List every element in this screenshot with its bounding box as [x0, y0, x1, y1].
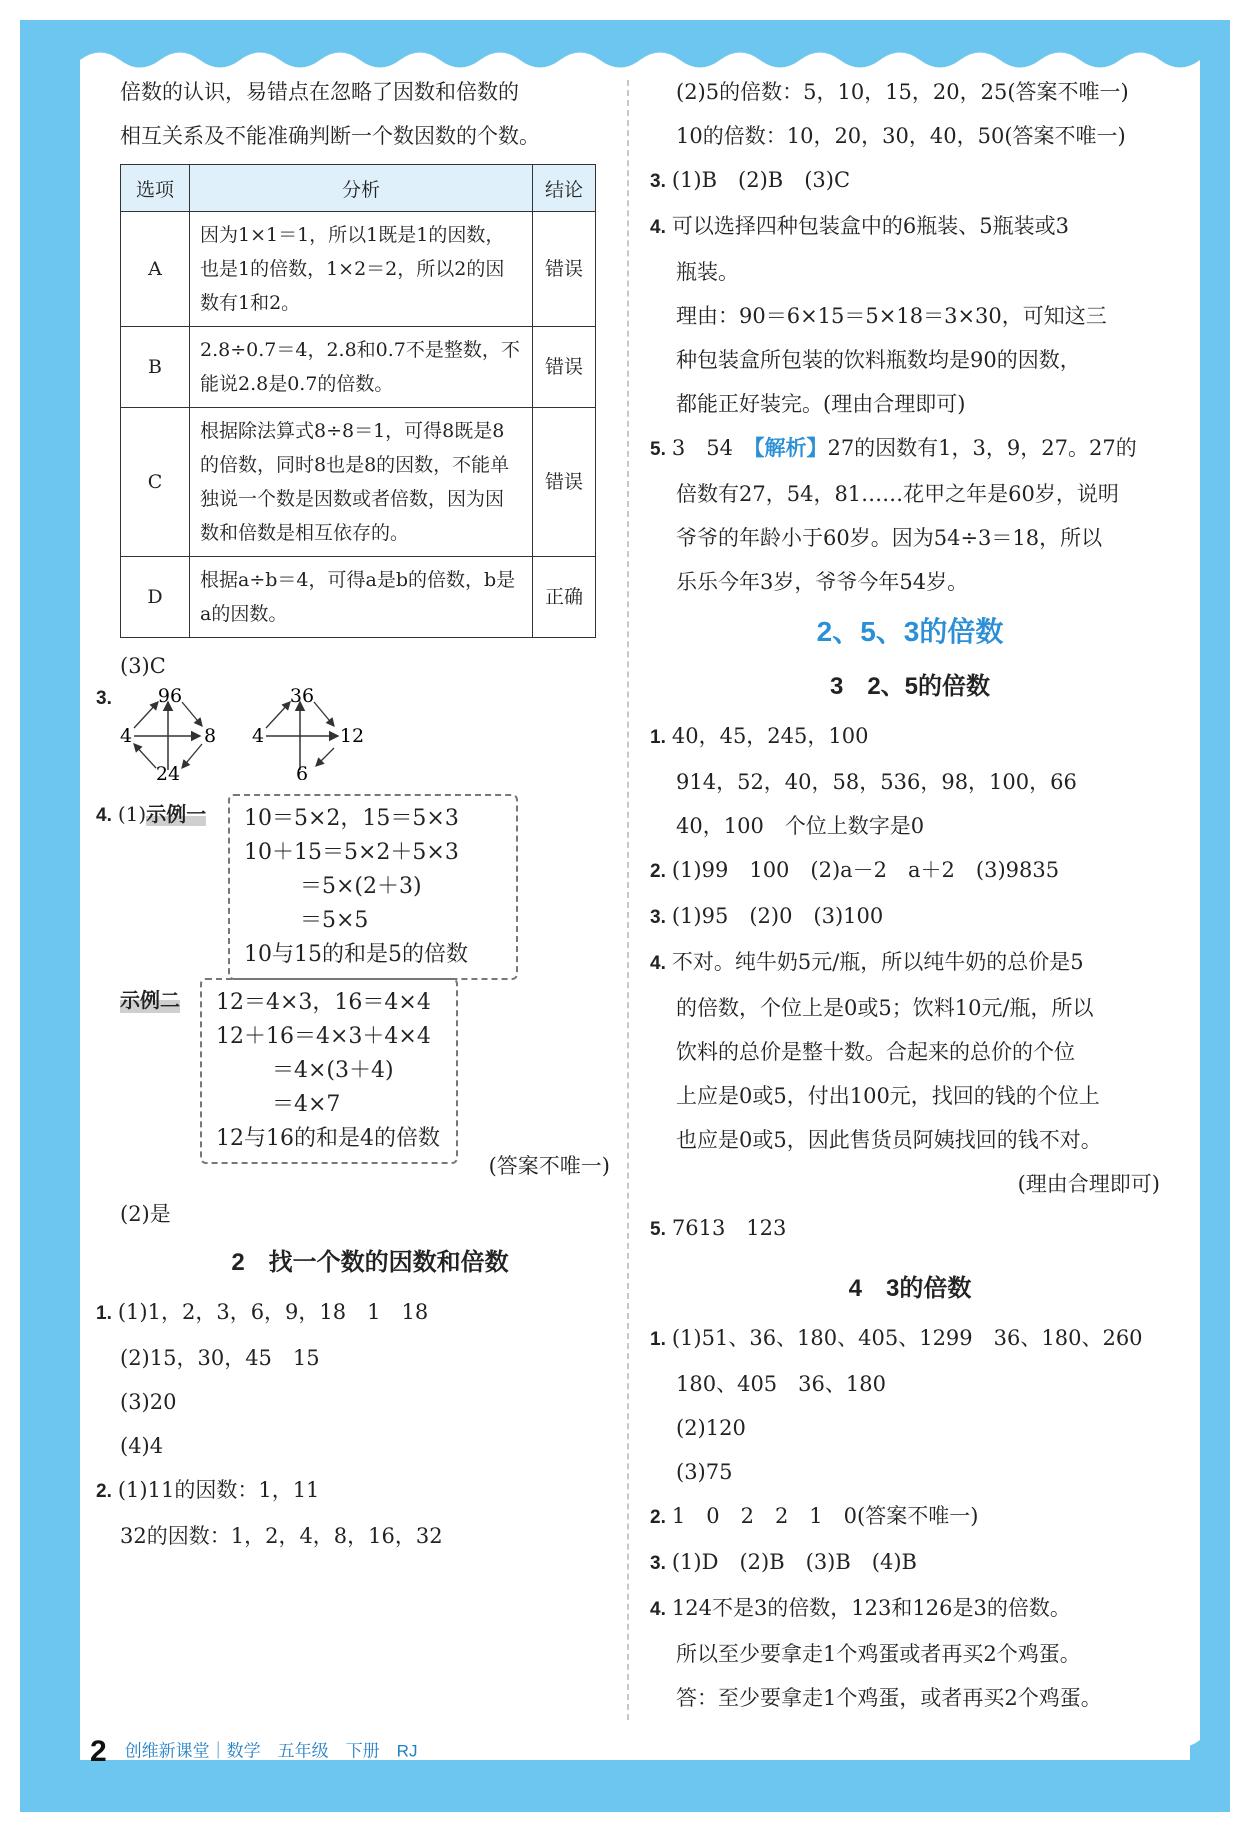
answer-line: 倍数有27，54，81……花甲之年是60岁，说明	[676, 482, 1119, 506]
diagram-top: 96	[157, 688, 183, 707]
left-column	[96, 70, 620, 1558]
answer-line: 914，52，40，58，536，98，100，66	[676, 770, 1077, 794]
question-number: 3.	[96, 688, 112, 709]
answer-line: 饮料的总价是整十数。合起来的总价的个位	[676, 1040, 1075, 1064]
answer-line: (3)C	[120, 654, 166, 678]
column-divider	[627, 80, 629, 1720]
answer-line: (1)95 (2)0 (3)100	[671, 904, 884, 928]
table-cell-analysis: 根据除法算式8÷8＝1，可得8既是8的倍数，同时8也是8的因数，不能单独说一个数是因数或者倍数，因为因数和倍数是相互依存的。	[190, 408, 533, 557]
question-number: 3.	[650, 907, 666, 928]
note: (答案不唯一)	[488, 1154, 610, 1178]
table-cell-option: C	[121, 408, 190, 557]
table-cell-result: 错误	[533, 408, 596, 557]
arrow-icon	[314, 702, 334, 726]
table-cell-analysis: 因为1×1＝1，所以1既是1的因数，也是1的倍数，1×2＝2，所以2的因数有1和2。	[190, 212, 533, 327]
example-label: 示例一	[146, 804, 207, 826]
example-box	[228, 794, 518, 980]
question-number: 5.	[650, 1219, 666, 1240]
table-header: 结论	[533, 165, 596, 212]
math-line: 10＋15＝5×2＋5×3	[244, 840, 459, 865]
math-line: ＝5×(2＋3)	[300, 874, 422, 899]
answer-line: (1)99 100 (2)a－2 a＋2 (3)9835	[671, 858, 1060, 882]
answer-line: 10的倍数：10，20，30，40，50(答案不唯一)	[676, 124, 1126, 148]
answer-line: (2)5的倍数：5，10，15，20，25(答案不唯一)	[676, 80, 1129, 104]
question-number: 1.	[650, 727, 666, 748]
answer-line: (4)4	[120, 1434, 164, 1458]
answer-line: (1)11的因数：1，11	[117, 1478, 320, 1502]
answer-line: (2)是	[120, 1202, 171, 1226]
math-line: 12＋16＝4×3＋4×4	[216, 1024, 431, 1049]
answer-line: 种包装盒所包装的饮料瓶数均是90的因数，	[676, 348, 1081, 372]
answer-line: 3 54	[671, 436, 733, 460]
right-column	[650, 70, 1170, 1720]
table-cell-option: A	[121, 212, 190, 327]
answer-line: 爷爷的年龄小于60岁。因为54÷3＝18，所以	[676, 526, 1103, 550]
arrow-icon	[134, 744, 156, 768]
page-number: 2	[90, 1735, 107, 1768]
diagram-bottom: 6	[295, 763, 309, 780]
question-number: 3.	[650, 171, 666, 192]
arrow-icon	[266, 702, 290, 728]
table-header: 选项	[121, 165, 190, 212]
answer-line: 所以至少要拿走1个鸡蛋或者再买2个鸡蛋。	[676, 1642, 1081, 1666]
question-number: 4.	[650, 1599, 666, 1620]
table-cell-result: 正确	[533, 557, 596, 638]
table-cell-analysis: 2.8÷0.7＝4，2.8和0.7不是整数，不能说2.8是0.7的倍数。	[190, 327, 533, 408]
answer-line: (1)D (2)B (3)B (4)B	[671, 1550, 917, 1574]
table-cell-option: B	[121, 327, 190, 408]
answer-line: 1 0 2 2 1 0(答案不唯一)	[671, 1504, 979, 1528]
math-line: ＝5×5	[300, 908, 369, 933]
example-label: 示例二	[120, 984, 180, 1013]
table-row	[121, 408, 596, 557]
page-footer	[90, 1735, 417, 1769]
section-title: 3 2、5的倍数	[829, 673, 991, 700]
answer-line: 上应是0或5，付出100元，找回的钱的个位上	[676, 1084, 1100, 1108]
question-number: 3.	[650, 1553, 666, 1574]
arrow-icon	[134, 702, 158, 728]
diagram-top: 36	[289, 688, 315, 707]
answer-line: (1)51、36、180、405、1299 36、180、260	[671, 1326, 1143, 1350]
answer-line: (1)1，2，3，6，9，18 1 18	[117, 1300, 429, 1324]
table-header-row	[121, 165, 596, 212]
question-number: 5.	[650, 439, 666, 460]
diagram-right: 8	[203, 725, 217, 747]
math-line: ＝4×7	[272, 1092, 341, 1117]
q3-diagrams	[96, 688, 620, 780]
question-number: 4.	[96, 805, 112, 826]
answer-line: 不对。纯牛奶5元/瓶，所以纯牛奶的总价是5	[671, 950, 1084, 974]
intro-line: 倍数的认识，易错点在忽略了因数和倍数的	[120, 80, 519, 104]
q4-block	[96, 794, 620, 1151]
arrow-icon	[182, 744, 202, 768]
table-cell-option: D	[121, 557, 190, 638]
analysis-tag: 【解析】	[753, 437, 828, 460]
diagram-left: 4	[120, 725, 133, 747]
diagram-2	[252, 688, 364, 780]
math-line: 10与15的和是5的倍数	[244, 942, 468, 967]
intro-line: 相互关系及不能准确判断一个数因数的个数。	[120, 124, 540, 148]
table-header: 分析	[190, 165, 533, 212]
section-title: 4 3的倍数	[848, 1275, 972, 1302]
answer-line: (3)20	[120, 1390, 177, 1414]
answer-line: 答：至少要拿走1个鸡蛋，或者再买2个鸡蛋。	[676, 1686, 1102, 1710]
answer-line: 180、405 36、180	[676, 1372, 886, 1396]
question-number: 4.	[650, 217, 666, 238]
table-row	[121, 557, 596, 638]
answer-line: 都能正好装完。(理由合理即可)	[676, 392, 966, 416]
math-line: 10＝5×2，15＝5×3	[244, 806, 459, 831]
answer-line: (2)15，30，45 15	[120, 1346, 320, 1370]
section-title: 2 找一个数的因数和倍数	[231, 1249, 509, 1276]
arrow-icon	[316, 748, 334, 766]
table-cell-result: 错误	[533, 212, 596, 327]
part-label: (1)	[117, 802, 147, 826]
table-row	[121, 212, 596, 327]
answer-line: 的倍数，个位上是0或5；饮料10元/瓶，所以	[676, 996, 1094, 1020]
unit-title: 2、5、3的倍数	[816, 616, 1004, 647]
answer-line: 27的因数有1，3，9，27。27的	[827, 436, 1137, 460]
question-number: 2.	[650, 861, 666, 882]
question-number: 1.	[650, 1329, 666, 1350]
question-number: 1.	[96, 1303, 112, 1324]
note: (理由合理即可)	[1017, 1172, 1160, 1196]
answer-line: 124不是3的倍数，123和126是3的倍数。	[671, 1596, 1071, 1620]
question-number: 2.	[96, 1481, 112, 1502]
answer-line: (2)120	[676, 1416, 746, 1440]
page-content	[80, 70, 1190, 1760]
example-box	[200, 978, 458, 1164]
answer-line: 40，100 个位上数字是0	[676, 814, 925, 838]
math-line: 12＝4×3，16＝4×4	[216, 990, 431, 1015]
math-line: 12与16的和是4的倍数	[216, 1126, 440, 1151]
arrow-icon	[182, 702, 202, 726]
analysis-table	[120, 164, 596, 638]
answer-line: 32的因数：1，2，4，8，16，32	[120, 1524, 443, 1548]
diagram-1	[120, 688, 216, 780]
diagram-right: 12	[339, 725, 365, 747]
answer-line: 也应是0或5，因此售货员阿姨找回的钱不对。	[676, 1128, 1102, 1152]
math-line: ＝4×(3＋4)	[272, 1058, 394, 1083]
answer-line: (3)75	[676, 1460, 733, 1484]
question-number: 2.	[650, 1507, 666, 1528]
answer-line: (1)B (2)B (3)C	[671, 168, 851, 192]
table-row	[121, 327, 596, 408]
answer-line: 可以选择四种包装盒中的6瓶装、5瓶装或3	[671, 214, 1069, 238]
answer-line: 7613 123	[671, 1216, 787, 1240]
diagram-bottom: 24	[155, 763, 181, 780]
question-number: 4.	[650, 953, 666, 974]
factor-diagrams	[120, 688, 520, 780]
answer-line: 瓶装。	[676, 260, 739, 284]
answer-line: 乐乐今年3岁，爷爷今年54岁。	[676, 570, 969, 594]
table-cell-result: 错误	[533, 327, 596, 408]
answer-line: 理由：90＝6×15＝5×18＝3×30，可知这三	[676, 304, 1107, 328]
footer-text: 创维新课堂｜数学 五年级 下册 RJ	[124, 1741, 418, 1761]
diagram-left: 4	[251, 725, 265, 747]
table-cell-analysis: 根据a÷b＝4，可得a是b的倍数，b是a的因数。	[190, 557, 533, 638]
answer-line: 40，45，245，100	[671, 724, 869, 748]
